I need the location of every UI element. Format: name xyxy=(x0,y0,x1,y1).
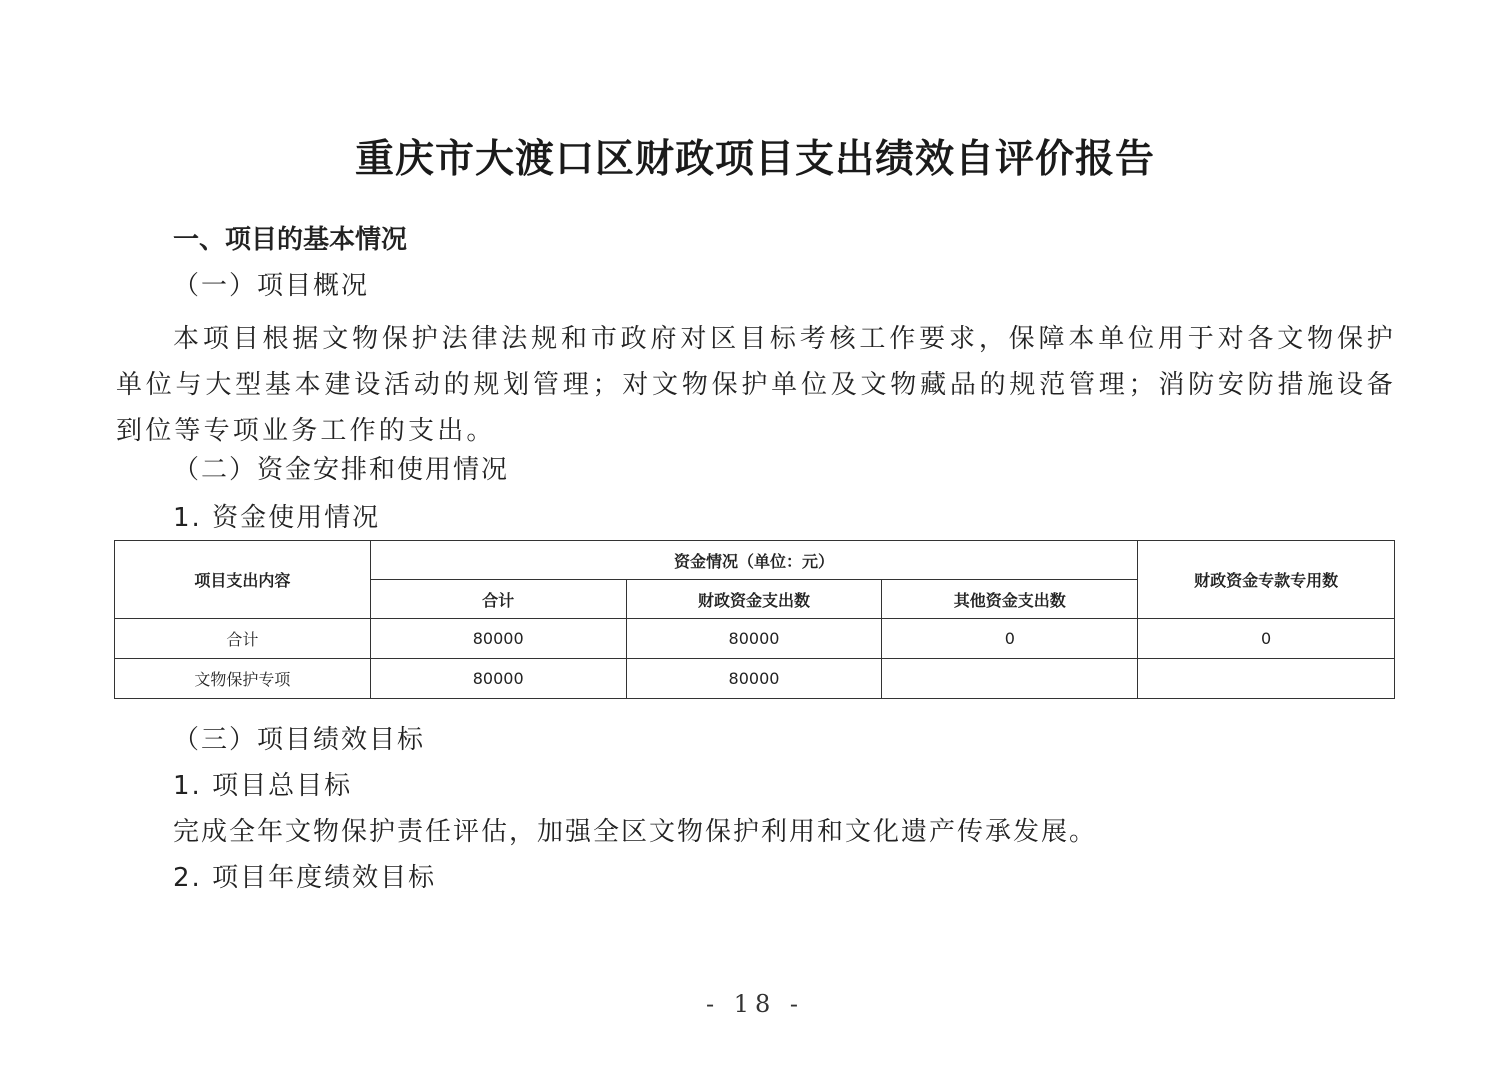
cell-item: 文物保护专项 xyxy=(115,659,371,699)
cell-item: 合计 xyxy=(115,619,371,659)
document-title: 重庆市大渡口区财政项目支出绩效自评价报告 xyxy=(354,136,1155,182)
cell-fiscal: 80000 xyxy=(626,659,882,699)
overall-goal-item: 1. 项目总目标 xyxy=(173,771,353,801)
cell-special: 0 xyxy=(1138,619,1395,659)
header-project-content: 项目支出内容 xyxy=(115,541,371,619)
header-total: 合计 xyxy=(370,580,626,619)
cell-total: 80000 xyxy=(370,659,626,699)
cell-total: 80000 xyxy=(370,619,626,659)
funds-table xyxy=(114,540,1395,699)
subsection-heading-goals: （三）项目绩效目标 xyxy=(173,725,426,755)
table-header-row xyxy=(115,541,1395,580)
cell-other: 0 xyxy=(882,619,1138,659)
cell-special xyxy=(1138,659,1395,699)
overall-goal-text: 完成全年文物保护责任评估，加强全区文物保护利用和文化遗产传承发展。 xyxy=(173,817,1098,847)
page-number: - 18 - xyxy=(705,990,804,1018)
header-other-spend: 其他资金支出数 xyxy=(882,580,1138,619)
header-fund-status: 资金情况（单位：元） xyxy=(370,541,1137,580)
table-row xyxy=(115,619,1395,659)
header-special-use: 财政资金专款专用数 xyxy=(1138,541,1395,619)
table-row xyxy=(115,659,1395,699)
funding-usage-item: 1. 资金使用情况 xyxy=(173,503,381,533)
section-heading-basic-info: 一、项目的基本情况 xyxy=(173,225,408,255)
cell-fiscal: 80000 xyxy=(626,619,882,659)
annual-goal-item: 2. 项目年度绩效目标 xyxy=(173,863,437,893)
subsection-heading-overview: （一）项目概况 xyxy=(173,271,370,301)
header-fiscal-spend: 财政资金支出数 xyxy=(626,580,882,619)
cell-other xyxy=(882,659,1138,699)
subsection-heading-funding: （二）资金安排和使用情况 xyxy=(173,455,510,485)
overview-paragraph: 本项目根据文物保护法律法规和市政府对区目标考核工作要求，保障本单位用于对各文物保护单位与大型基本建设活动的规划管理；对文物保护单位及文物藏品的规范管理；消防安防措施设备到位等专项业务工作的支出。 xyxy=(116,324,1396,446)
